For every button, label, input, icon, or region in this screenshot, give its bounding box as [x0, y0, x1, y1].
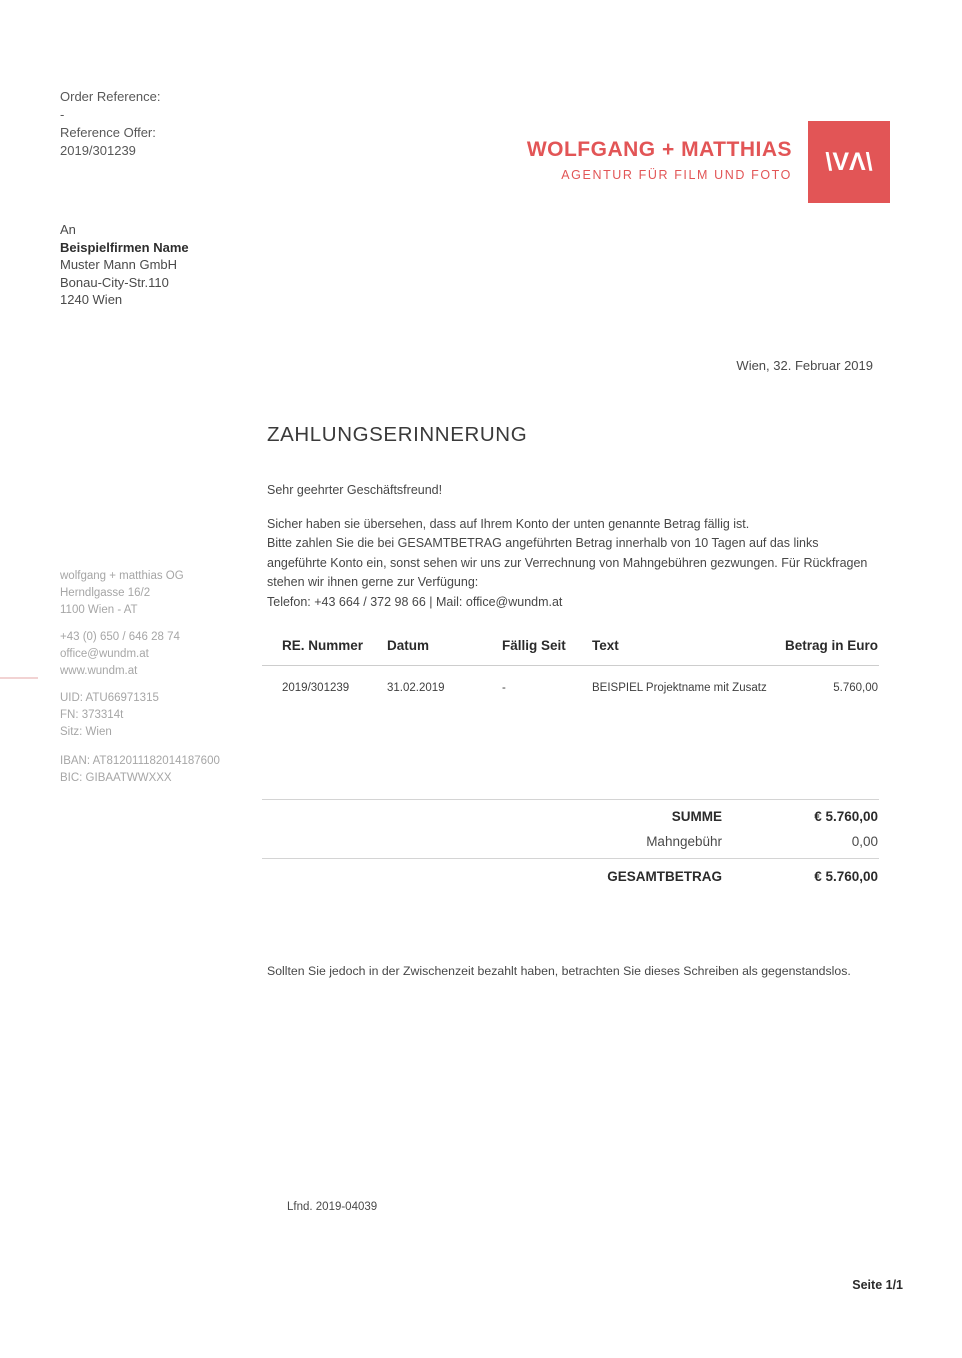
summary-sum-label: SUMME [671, 809, 722, 824]
recipient-company: Beispielfirmen Name [60, 239, 189, 255]
table-row-betrag: 5.760,00 [833, 682, 878, 694]
recipient-city: 1240 Wien [60, 292, 123, 307]
reference-block [60, 88, 160, 160]
table-row-re-nummer: 2019/301239 [282, 682, 350, 694]
fold-mark [0, 677, 38, 679]
summary-fee-value: 0,00 [851, 834, 878, 849]
summary-total-value: € 5.760,00 [814, 869, 878, 884]
sidebar-uid: UID: ATU66971315 [60, 692, 159, 704]
table-header-text: Text [592, 638, 619, 653]
serial-number: Lfnd. 2019-04039 [287, 1201, 378, 1213]
table-header-divider [262, 665, 879, 666]
sidebar-email: office@wundm.at [60, 648, 149, 660]
reference-offer-value: 2019/301239 [60, 143, 136, 158]
sidebar-address-block [60, 568, 184, 619]
summary-total-label: GESAMTBETRAG [607, 869, 722, 884]
body-line: stehen wir ihnen gerne zur Verfügung: [267, 575, 479, 590]
closing-note: Sollten Sie jedoch in der Zwischenzeit bezahlt haben, betrachten Sie dieses Schreiben als gegenstandslos. [267, 964, 851, 978]
recipient-street: Bonau-City-Str.110 [60, 274, 169, 290]
sidebar-website: www.wundm.at [60, 665, 138, 677]
summary-top-divider [262, 799, 879, 800]
brand-logo [808, 121, 890, 203]
sidebar-iban: IBAN: AT812011182014187600 [60, 755, 220, 767]
body-line: Sicher haben sie übersehen, dass auf Ihrem Konto der unten genannte Betrag fällig ist. [267, 517, 750, 531]
sidebar-sitz: Sitz: Wien [60, 726, 112, 738]
sidebar-phone: +43 (0) 650 / 646 28 74 [60, 631, 180, 643]
brand-monogram-icon: \VΛ\ [825, 147, 873, 176]
brand-name: WOLFGANG + MATTHIAS [526, 138, 792, 161]
dateline: Wien, 32. Februar 2019 [736, 358, 873, 373]
summary-total-divider [262, 858, 879, 859]
brand-block [527, 138, 792, 182]
sidebar-line: 1100 Wien - AT [60, 604, 138, 616]
page-indicator: Seite 1/1 [852, 1278, 903, 1292]
order-reference-label: Order Reference: [60, 89, 161, 104]
sidebar-legal-block [60, 690, 159, 741]
order-reference-value: - [60, 107, 65, 122]
sidebar-fn: FN: 373314t [60, 709, 124, 721]
table-header-faellig-seit: Fällig Seit [502, 638, 566, 653]
body-line: Telefon: +43 664 / 372 98 66 | Mail: office@wundm.at [267, 594, 563, 609]
table-header-datum: Datum [387, 638, 430, 653]
table-row-text: BEISPIEL Projektname mit Zusatz [592, 682, 767, 694]
recipient-salutation: An [60, 222, 76, 237]
table-row-faellig-seit: - [502, 682, 506, 694]
table-header-betrag: Betrag in Euro [784, 638, 878, 653]
recipient-block [60, 221, 189, 309]
body-line: angeführte Konto ein, sonst sehen wir uns zur Verrechnung von Mahngebühren gezwungen. Für Rückfragen [267, 555, 868, 570]
sidebar-line: Herndlgasse 16/2 [60, 587, 151, 599]
sidebar-line: wolfgang + matthias OG [60, 570, 184, 582]
sidebar-bic: BIC: GIBAATWWXXX [60, 772, 172, 784]
sidebar-bank-block [60, 753, 220, 787]
reference-offer-label: Reference Offer: [60, 125, 156, 140]
document-title: ZAHLUNGSERINNERUNG [267, 423, 528, 446]
table-header-re-nummer: RE. Nummer [282, 638, 364, 653]
table-row-datum: 31.02.2019 [387, 682, 445, 694]
greeting: Sehr geehrter Geschäftsfreund! [267, 483, 443, 497]
brand-tagline: AGENTUR FÜR FILM UND FOTO [561, 168, 792, 182]
body-line: Bitte zahlen Sie die bei GESAMTBETRAG angeführten Betrag innerhalb von 10 Tagen auf das links [267, 536, 819, 551]
summary-fee-label: Mahngebühr [646, 834, 722, 849]
summary-sum-value: € 5.760,00 [814, 809, 878, 824]
recipient-contact: Muster Mann GmbH [60, 257, 178, 272]
letter-body [267, 515, 867, 612]
sidebar-contact-block [60, 629, 180, 680]
